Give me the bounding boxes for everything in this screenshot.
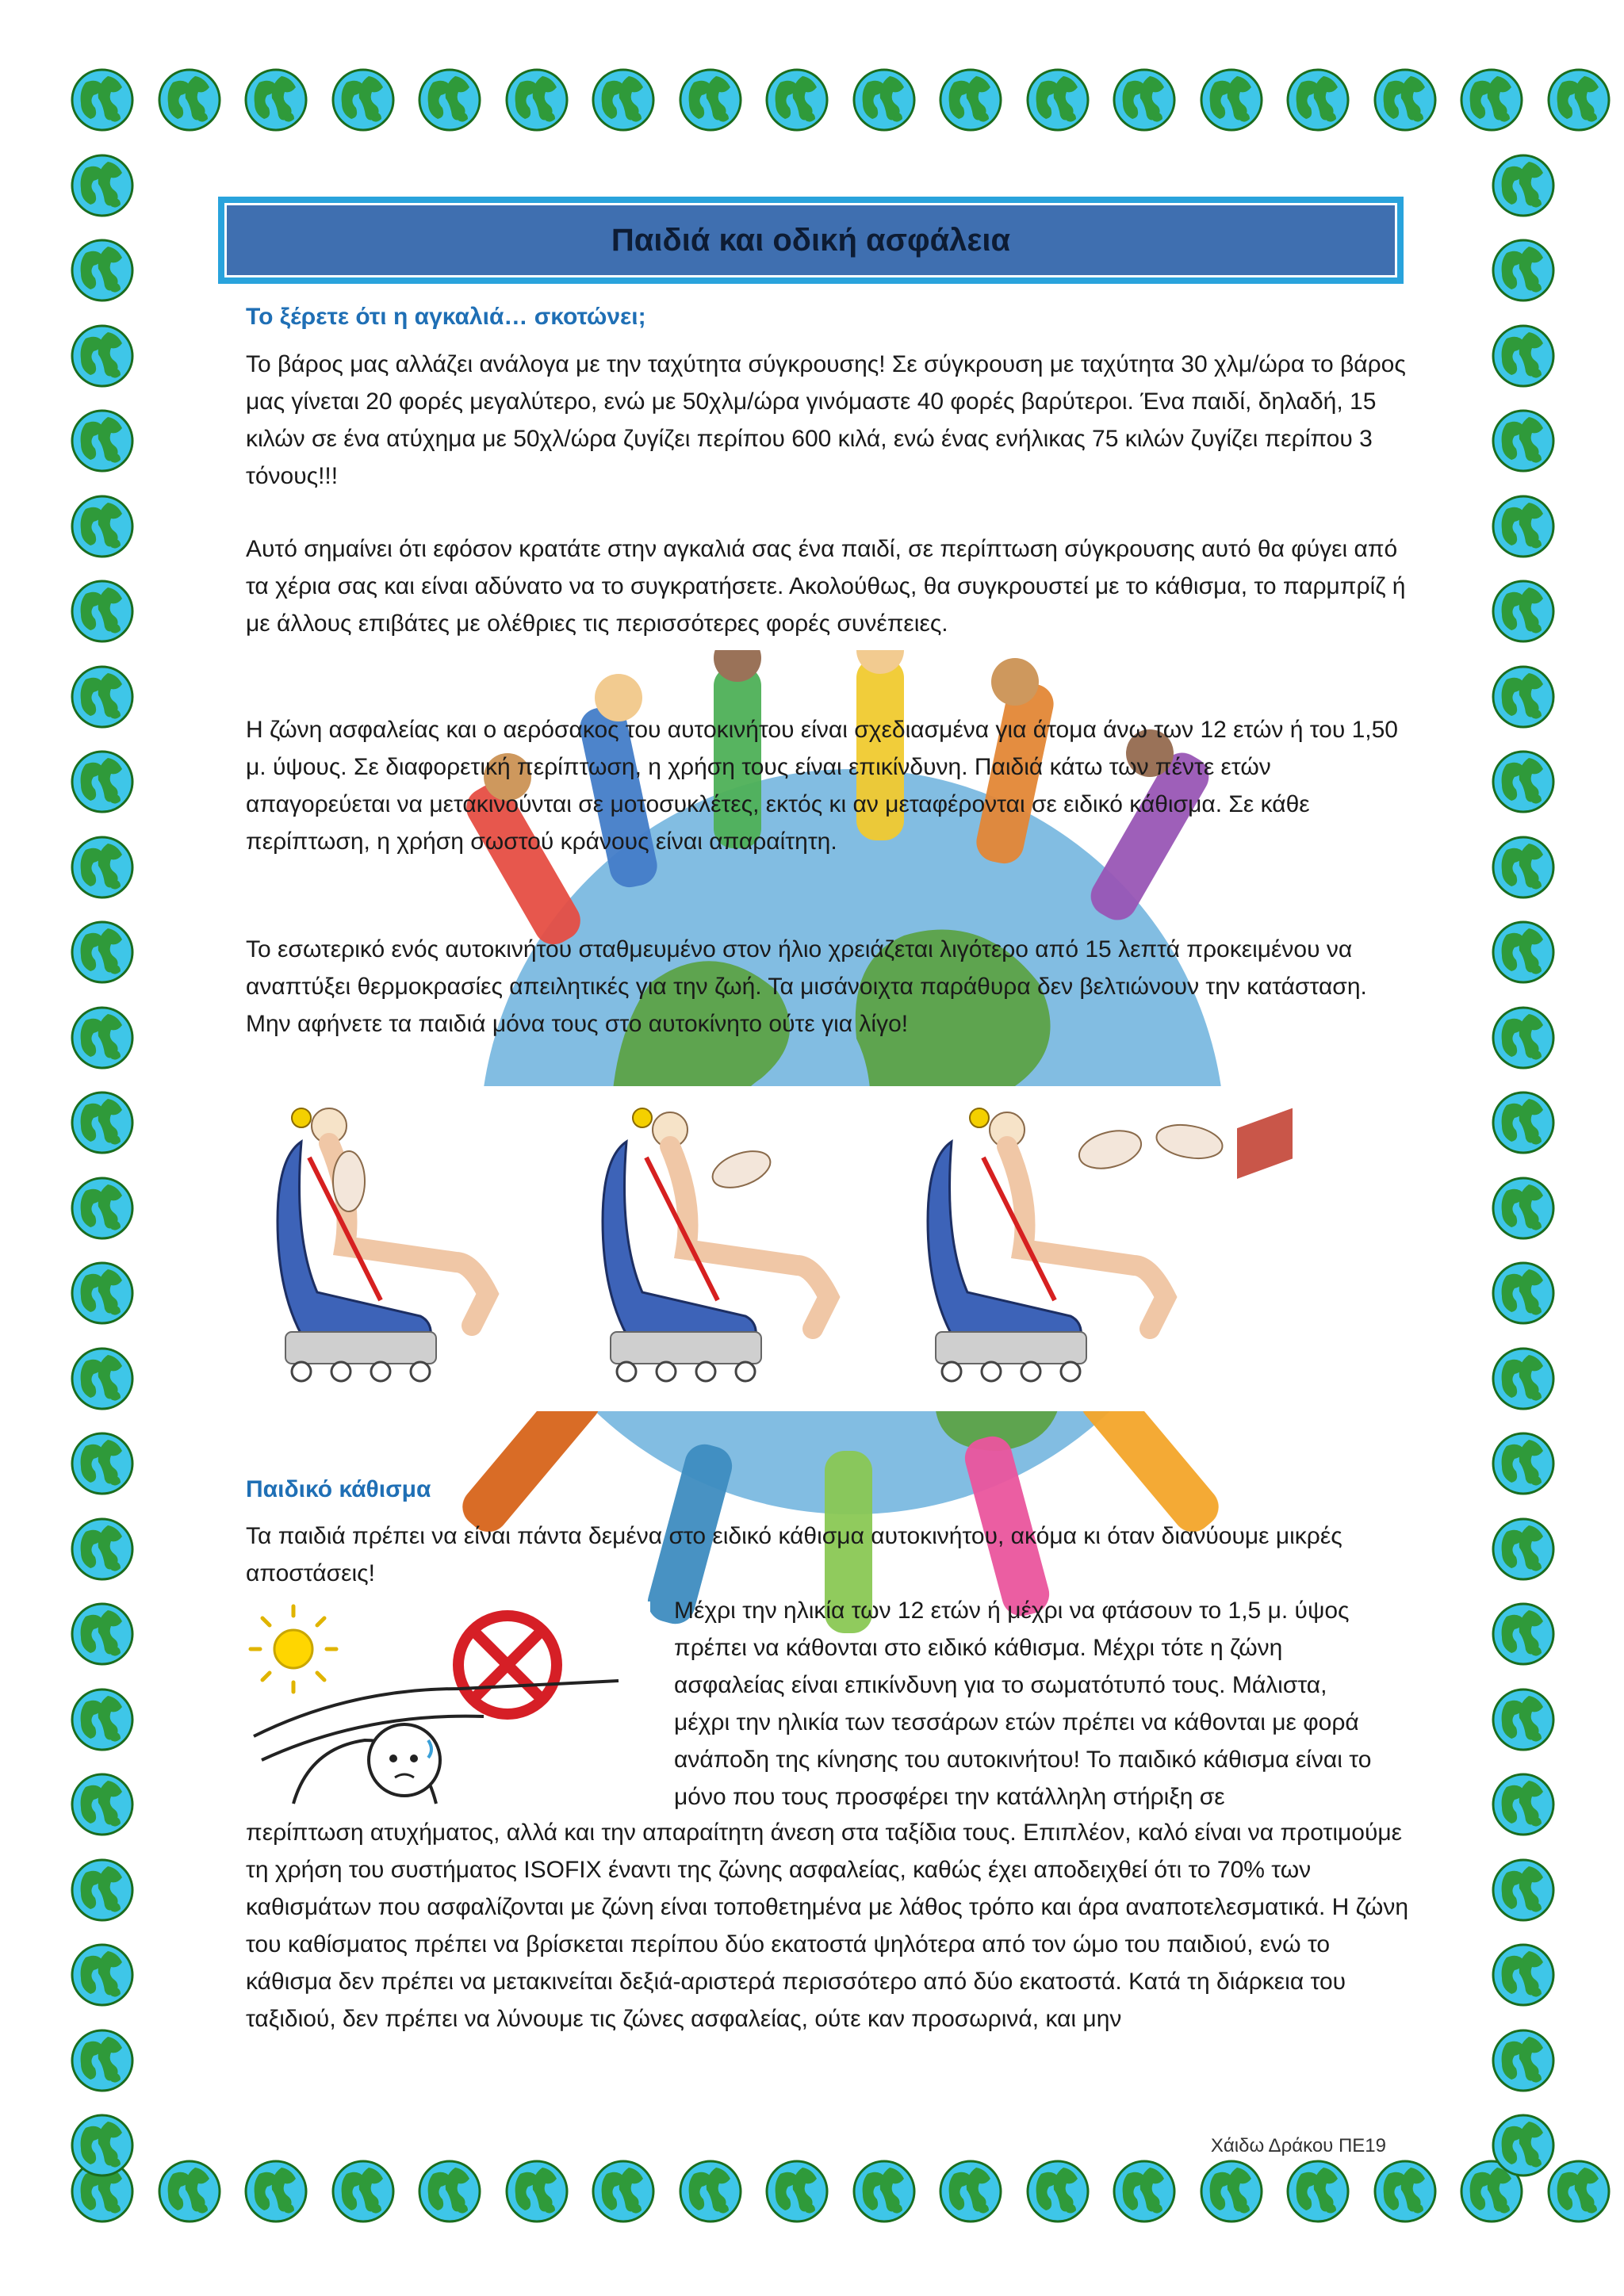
- globe-icon: [70, 1429, 135, 1498]
- section-heading-hug: Το ξέρετε ότι η αγκαλιά… σκοτώνει;: [246, 304, 646, 330]
- globe-icon: [1491, 321, 1556, 391]
- globe-icon: [70, 917, 135, 987]
- globe-icon: [1491, 747, 1556, 817]
- globe-icon: [1025, 65, 1090, 135]
- globe-icon: [1199, 65, 1264, 135]
- title-banner: [218, 197, 1404, 284]
- globe-icon: [1491, 1173, 1556, 1243]
- globe-icon: [764, 2156, 829, 2226]
- globe-icon: [1491, 917, 1556, 987]
- globe-icon: [1491, 2026, 1556, 2095]
- globe-icon: [1491, 576, 1556, 646]
- globe-icon: [70, 1344, 135, 1414]
- globe-icon: [1491, 1940, 1556, 2010]
- paragraph-arms: Αυτό σημαίνει ότι εφόσον κρατάτε στην αγκαλιά σας ένα παιδί, σε περίπτωση σύγκρουσης αυτό θα φύγει από τα χέρια σας και είναι αδύνατο να το συγκρατήσετε. Ακολούθως, θα συγκρουστεί με το κάθισμα, το παρμπρίζ ή με άλλους επιβάτες με ολέθριες τις περισσότερες φορές συνέπειες.: [246, 536, 1406, 637]
- paragraph-parked-car: Το εσωτερικό ενός αυτοκινήτου σταθμευμένο στον ήλιο χρειάζεται λιγότερο από 15 λεπτά προκειμένου να αναπτύξει θερμοκρασίες απειλητικές για την ζωή. Τα μισάνοιχτα παράθυρα δεν βελτιώνουν την κατάσταση. Μην αφήνετε τα παιδιά μόνα τους στο αυτοκίνητο ούτε για λίγο!: [246, 936, 1367, 1037]
- globe-icon: [331, 2156, 396, 2226]
- globe-icon: [1285, 2156, 1350, 2226]
- globe-icon: [1112, 65, 1177, 135]
- globe-icon: [70, 321, 135, 391]
- globe-icon: [243, 65, 308, 135]
- globe-icon: [70, 2110, 135, 2180]
- globe-icon: [70, 1940, 135, 2010]
- globe-icon: [1491, 235, 1556, 305]
- globe-icon: [1491, 1003, 1556, 1073]
- globe-icon: [1546, 65, 1611, 135]
- globe-icon: [70, 406, 135, 476]
- globe-icon: [1491, 406, 1556, 476]
- globe-icon: [764, 65, 829, 135]
- globe-icon: [938, 65, 1003, 135]
- page-title: Παιδιά και οδική ασφάλεια: [611, 222, 1011, 258]
- globe-icon: [70, 1685, 135, 1755]
- globe-icon: [1491, 1599, 1556, 1669]
- globe-icon: [1459, 65, 1524, 135]
- globe-icon: [504, 2156, 569, 2226]
- globe-icon: [70, 492, 135, 561]
- paragraph-seatbelt-airbag: Η ζώνη ασφαλείας και ο αερόσακος του αυτοκινήτου είναι σχεδιασμένα για άτομα άνω των 12 ετών ή του 1,50 μ. ύψους. Σε διαφορετική περίπτωση, η χρήση τους είναι επικίνδυνη. Παιδιά κάτω των πέντε ετών απαγορεύεται να μετακινούνται σε μοτοσυκλέτες, εκτός κι αν μεταφέρονται σε ειδικό κάθισμα. Σε κάθε περίπτωση, η χρήση σωστού κράνους είναι απαραίτητη.: [246, 717, 1398, 855]
- globe-icon: [678, 2156, 743, 2226]
- globe-icon: [243, 2156, 308, 2226]
- globe-icon: [157, 65, 222, 135]
- globe-icon: [70, 662, 135, 732]
- globe-icon: [591, 2156, 656, 2226]
- globe-icon: [417, 2156, 482, 2226]
- globe-icon: [417, 65, 482, 135]
- globe-icon: [1491, 1514, 1556, 1584]
- globe-icon: [1491, 662, 1556, 732]
- globe-icon: [70, 1855, 135, 1925]
- globe-icon: [70, 1599, 135, 1669]
- globe-icon: [1373, 65, 1438, 135]
- paragraph-child-seat-intro: Τα παιδιά πρέπει να είναι πάντα δεμένα στο ειδικό κάθισμα αυτοκινήτου, ακόμα κι όταν διανύουμε μικρές αποστάσεις!: [246, 1523, 1342, 1586]
- globe-icon: [591, 65, 656, 135]
- title-banner-inner: [224, 203, 1397, 277]
- globe-icon: [1199, 2156, 1264, 2226]
- globe-icon: [938, 2156, 1003, 2226]
- globe-icon: [1112, 2156, 1177, 2226]
- globe-icon: [70, 832, 135, 902]
- globe-icon: [70, 576, 135, 646]
- section-heading-child-seat: Παιδικό κάθισμα: [246, 1476, 431, 1502]
- globe-icon: [852, 65, 917, 135]
- globe-icon: [70, 1173, 135, 1243]
- globe-icon: [1491, 2110, 1556, 2180]
- globe-icon: [1025, 2156, 1090, 2226]
- paragraph-isofix: περίπτωση ατυχήματος, αλλά και την απαραίτητη άνεση στα ταξίδια τους. Επιπλέον, καλό είναι να προτιμούμε τη χρήση του συστήματος ISOFIX έναντι της ζώνης ασφαλείας, καθώς έχει αποδειχθεί ότι το 70% των καθισμάτων που ασφαλίζονται με ζώνη είναι τοποθετημένα με λάθος τρόπο και άρα αναποτελεσματικά. Η ζώνη του καθίσματος πρέπει να βρίσκεται περίπου δύο εκατοστά ψηλότερα από τον ώμο του παιδιού, ενώ το κάθισμα δεν πρέπει να μετακινείται δεξιά-αριστερά περισσότερο από δύο εκατοστά. Κατά τη διάρκεια του ταξιδιού, δεν πρέπει να λύνουμε τις ζώνες ασφαλείας, ούτε καν προσωρινά, και μην: [246, 1820, 1409, 2032]
- globe-icon: [70, 747, 135, 817]
- globe-icon: [157, 2156, 222, 2226]
- globe-icon: [1491, 492, 1556, 561]
- globe-icon: [70, 1514, 135, 1584]
- globe-icon: [1491, 832, 1556, 902]
- author-footer: Χάιδω Δράκου ΠΕ19: [1210, 2135, 1386, 2156]
- globe-icon: [678, 65, 743, 135]
- globe-icon: [1491, 1258, 1556, 1328]
- globe-icon: [1491, 1855, 1556, 1925]
- globe-icon: [70, 235, 135, 305]
- globe-icon: [1491, 1685, 1556, 1755]
- globe-icon: [70, 1003, 135, 1073]
- globe-icon: [1491, 1770, 1556, 1839]
- globe-icon: [1491, 1344, 1556, 1414]
- globe-icon: [1491, 151, 1556, 220]
- globe-icon: [504, 65, 569, 135]
- globe-icon: [1491, 1088, 1556, 1158]
- globe-icon: [1285, 65, 1350, 135]
- paragraph-weight: Το βάρος μας αλλάζει ανάλογα με την ταχύτητα σύγκρουσης! Σε σύγκρουση με ταχύτητα 30 χλμ/ώρα το βάρος μας γίνεται 20 φορές μεγαλύτερο, ενώ με 50χλμ/ώρα γινόμαστε 40 φορές βαρύτεροι. Ένα παιδί, δηλαδή, 15 κιλών σε ένα ατύχημα με 50χλ/ώρα ζυγίζει περίπου 600 κιλά, ενώ ένας ενήλικας 75 κιλών ζυγίζει περίπου 3 τόνους!!!: [246, 351, 1406, 489]
- globe-icon: [1491, 1429, 1556, 1498]
- globe-icon: [70, 1088, 135, 1158]
- crash-sequence-illustration: [246, 1086, 1237, 1411]
- globe-icon: [70, 2026, 135, 2095]
- globe-icon: [70, 1258, 135, 1328]
- globe-icon: [70, 65, 135, 135]
- globe-icon: [70, 1770, 135, 1839]
- globe-icon: [331, 65, 396, 135]
- globe-icon: [1373, 2156, 1438, 2226]
- globe-icon: [70, 151, 135, 220]
- paragraph-child-seat-age: Μέχρι την ηλικία των 12 ετών ή μέχρι να φτάσουν το 1,5 μ. ύψος πρέπει να κάθονται στο ειδικό κάθισμα. Μέχρι τότε η ζώνη ασφαλείας είναι επικίνδυνη για το σωματότυπό τους. Μάλιστα, μέχρι την ηλικία των τεσσάρων ετών πρέπει να κάθονται με φορά ανάποδη της κίνησης του αυτοκινήτου! Το παιδικό κάθισμα είναι το μόνο που τους προσφέρει την κατάλληλη στήριξη σε: [674, 1598, 1372, 1810]
- globe-icon: [852, 2156, 917, 2226]
- hot-car-warning-illustration: [246, 1601, 650, 1808]
